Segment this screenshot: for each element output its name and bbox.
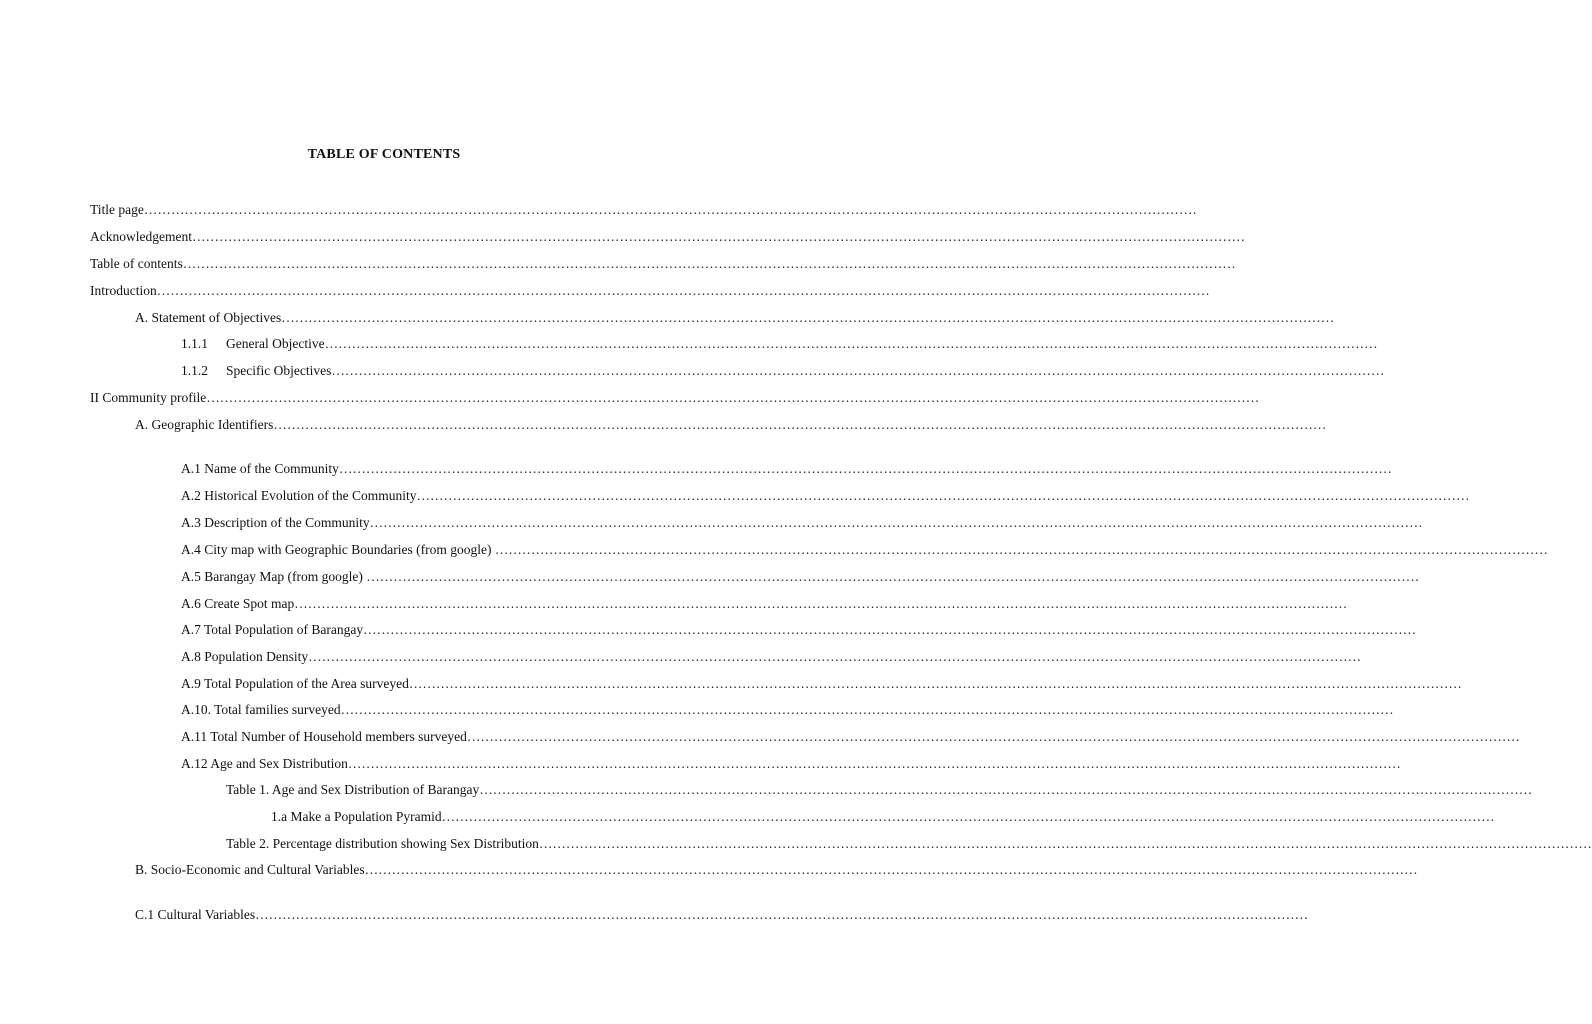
dot-leader: ……………………………………………………………………………………………………………………………………………………………………………………………………………… [324,336,1378,351]
toc-entry-text: A.9 Total Population of the Area surveyed [181,676,409,691]
toc-entry-text: A. Statement of Objectives [135,310,282,325]
dot-leader: ……………………………………………………………………………………………………………………………………………………………………………………………………………… [479,782,1533,797]
dot-leader: ……………………………………………………………………………………………………………………………………………………………………………………………………………… [416,488,1470,503]
dot-leader: ……………………………………………………………………………………………………………………………………………………………………………………………………………… [331,363,1385,378]
dot-leader: ……………………………………………………………………………………………………………………………………………………………………………………………………………… [191,229,1245,244]
dot-leader: ……………………………………………………………………………………………………………………………………………………………………………………………………………… [206,390,1260,405]
toc-entry-text: A.3 Description of the Community [181,515,370,530]
toc-entry-text: Table 2. Percentage distribution showing Sex Distribution [226,836,539,851]
dot-leader: ……………………………………………………………………………………………………………………………………………………………………………………………………………… [538,836,1592,851]
toc-entry-statement-of-objectives [135,309,1335,327]
toc-entry-text: Table of contents [90,256,183,271]
dot-leader: ……………………………………………………………………………………………………………………………………………………………………………………………………………… [347,756,1401,771]
toc-entry-a8 [181,648,1362,666]
dot-leader: ……………………………………………………………………………………………………………………………………………………………………………………………………………… [182,256,1236,271]
toc-entry-a7 [181,621,1417,639]
toc-entry-a12 [181,755,1401,773]
toc-entry-acknowledgement [90,228,1245,246]
toc-entry-a4 [181,541,1548,559]
toc-entry-text: Introduction [90,283,157,298]
toc-entry-text: Acknowledgement [90,229,192,244]
toc-entry-a11 [181,728,1520,746]
toc-entry-text: A.10. Total families surveyed [181,702,341,717]
toc-entry-text: 1.a Make a Population Pyramid [271,809,442,824]
dot-leader: ……………………………………………………………………………………………………………………………………………………………………………………………………………… [494,542,1548,557]
dot-leader: ……………………………………………………………………………………………………………………………………………………………………………………………………………… [441,809,1495,824]
toc-entry-text: A.11 Total Number of Household members surveyed [181,729,467,744]
toc-entry-text: A.12 Age and Sex Distribution [181,756,348,771]
toc-entry-text: General Objective [226,336,325,351]
toc-entry-text: C.1 Cultural Variables [135,907,256,922]
dot-leader: ……………………………………………………………………………………………………………………………………………………………………………………………………………… [364,862,1418,877]
toc-entry-text: A. Geographic Identifiers [135,417,274,432]
toc-entry-table-2 [226,835,1592,853]
toc-entry-population-pyramid [271,808,1495,826]
toc-entry-text: A.4 City map with Geographic Boundaries (from google) [181,542,495,557]
toc-entry-text: Table 1. Age and Sex Distribution of Barangay [226,782,480,797]
toc-entry-text: A.5 Barangay Map (from google) [181,569,367,584]
toc-entry-text: Title page [90,202,144,217]
dot-leader: ……………………………………………………………………………………………………………………………………………………………………………………………………………… [363,622,1417,637]
dot-leader: ……………………………………………………………………………………………………………………………………………………………………………………………………………… [340,702,1394,717]
toc-entry-a1 [181,460,1392,478]
toc-entry-number: 1.1.1 [181,336,208,351]
toc-heading: TABLE OF CONTENTS [307,147,461,162]
dot-leader: ……………………………………………………………………………………………………………………………………………………………………………………………………………… [143,202,1197,217]
toc-entry-a9 [181,675,1462,693]
toc-entry-text: A.8 Population Density [181,649,309,664]
toc-entry-a10 [181,701,1394,719]
toc-entry-general-objective [181,335,1378,353]
toc-entry-table-1 [226,781,1533,799]
toc-entry-a6 [181,595,1348,613]
dot-leader: ……………………………………………………………………………………………………………………………………………………………………………………………………………… [308,649,1362,664]
toc-entry-number: 1.1.2 [181,363,208,378]
toc-entry-title-page [90,201,1197,219]
dot-leader: ……………………………………………………………………………………………………………………………………………………………………………………………………………… [281,310,1335,325]
dot-leader: ……………………………………………………………………………………………………………………………………………………………………………………………………………… [466,729,1520,744]
toc-entry-text: II Community profile [90,390,207,405]
dot-leader: ……………………………………………………………………………………………………………………………………………………………………………………………………………… [408,676,1462,691]
toc-entry-a5 [181,568,1420,586]
toc-entry-introduction [90,282,1210,300]
dot-leader: ……………………………………………………………………………………………………………………………………………………………………………………………………………… [273,417,1327,432]
dot-leader: ……………………………………………………………………………………………………………………………………………………………………………………………………………… [156,283,1210,298]
dot-leader: ……………………………………………………………………………………………………………………………………………………………………………………………………………… [294,596,1348,611]
toc-entry-specific-objectives [181,362,1385,380]
toc-entry-cultural-variables [135,906,1309,924]
toc-entry-text: Specific Objectives [226,363,332,378]
toc-entry-a3 [181,514,1423,532]
dot-leader: ……………………………………………………………………………………………………………………………………………………………………………………………………………… [369,515,1423,530]
toc-entry-geographic-identifiers [135,416,1327,434]
toc-entry-socio-economic [135,861,1418,879]
toc-entry-text: A.1 Name of the Community [181,461,339,476]
toc-entry-text: A.6 Create Spot map [181,596,295,611]
toc-entry-text: B. Socio-Economic and Cultural Variables [135,862,365,877]
toc-entry-community-profile [90,389,1260,407]
toc-entry-text: A.7 Total Population of Barangay [181,622,364,637]
toc-entry-a2 [181,487,1470,505]
dot-leader: ……………………………………………………………………………………………………………………………………………………………………………………………………………… [366,569,1420,584]
dot-leader: ……………………………………………………………………………………………………………………………………………………………………………………………………………… [338,461,1392,476]
dot-leader: ……………………………………………………………………………………………………………………………………………………………………………………………………………… [255,907,1309,922]
toc-entry-table-of-contents [90,255,1236,273]
toc-entry-text: A.2 Historical Evolution of the Community [181,488,417,503]
